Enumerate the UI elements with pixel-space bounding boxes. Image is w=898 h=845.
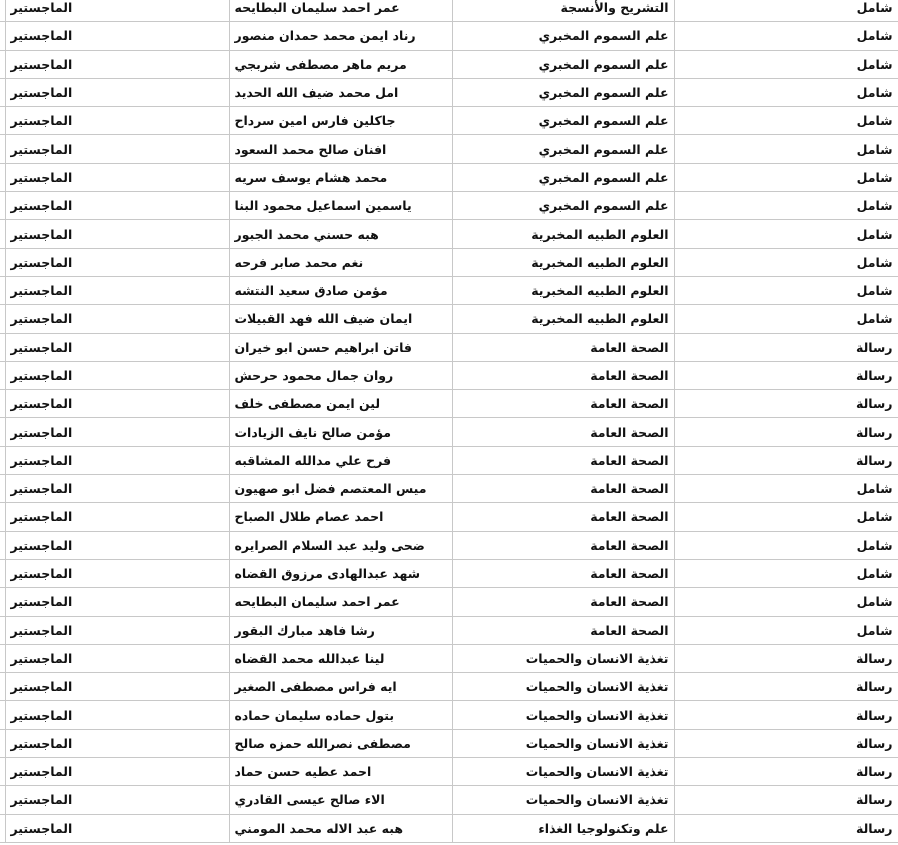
cell-degree[interactable]: الماجستير — [5, 673, 229, 701]
cell-degree[interactable]: الماجستير — [5, 446, 229, 474]
cell-empty[interactable] — [0, 446, 5, 474]
cell-degree[interactable]: الماجستير — [5, 107, 229, 135]
table-row — [0, 333, 898, 361]
table-row — [0, 503, 898, 531]
table-row — [0, 729, 898, 757]
cell-student-name[interactable]: احمد عصام طلال الصباح — [229, 503, 452, 531]
cell-type[interactable]: شامل — [674, 503, 898, 531]
table-row — [0, 305, 898, 333]
cell-empty[interactable] — [0, 22, 5, 50]
cell-empty[interactable] — [0, 333, 5, 361]
cell-type[interactable]: شامل — [674, 475, 898, 503]
cell-degree[interactable]: الماجستير — [5, 503, 229, 531]
cell-degree[interactable]: الماجستير — [5, 616, 229, 644]
cell-empty[interactable] — [0, 192, 5, 220]
cell-major[interactable]: تغذية الانسان والحميات — [452, 758, 674, 786]
cell-empty[interactable] — [0, 390, 5, 418]
cell-type[interactable]: رسالة — [674, 333, 898, 361]
cell-type[interactable]: شامل — [674, 616, 898, 644]
cell-major[interactable]: علم وتكنولوجيا الغذاء — [452, 814, 674, 842]
cell-degree[interactable]: الماجستير — [5, 305, 229, 333]
cell-degree[interactable]: الماجستير — [5, 531, 229, 559]
cell-student-name[interactable]: الاء صالح عيسى القادري — [229, 786, 452, 814]
table-row — [0, 390, 898, 418]
cell-major[interactable]: الصحة العامة — [452, 531, 674, 559]
cell-major[interactable]: الصحة العامة — [452, 588, 674, 616]
cell-student-name[interactable]: نغم محمد صابر فرحه — [229, 248, 452, 276]
cell-type[interactable]: رسالة — [674, 701, 898, 729]
cell-major[interactable]: العلوم الطبيه المخبرية — [452, 220, 674, 248]
table-row — [0, 78, 898, 106]
cell-major[interactable]: تغذية الانسان والحميات — [452, 786, 674, 814]
cell-student-name[interactable]: روان جمال محمود حرحش — [229, 361, 452, 389]
cell-degree[interactable]: الماجستير — [5, 588, 229, 616]
cell-major[interactable]: الصحة العامة — [452, 616, 674, 644]
cell-empty[interactable] — [0, 616, 5, 644]
cell-empty[interactable] — [0, 701, 5, 729]
cell-type[interactable]: رسالة — [674, 446, 898, 474]
cell-degree[interactable]: الماجستير — [5, 163, 229, 191]
cell-degree[interactable]: الماجستير — [5, 701, 229, 729]
cell-degree[interactable]: الماجستير — [5, 475, 229, 503]
cell-student-name[interactable]: احمد عطيه حسن حماد — [229, 758, 452, 786]
cell-major[interactable]: علم السموم المخبري — [452, 78, 674, 106]
cell-type[interactable]: شامل — [674, 276, 898, 304]
cell-major[interactable]: الصحة العامة — [452, 503, 674, 531]
cell-empty[interactable] — [0, 248, 5, 276]
cell-student-name[interactable]: لينا عبدالله محمد القضاه — [229, 644, 452, 672]
cell-degree[interactable]: الماجستير — [5, 276, 229, 304]
cell-degree[interactable]: الماجستير — [5, 786, 229, 814]
cell-major[interactable]: علم السموم المخبري — [452, 50, 674, 78]
cell-empty[interactable] — [0, 50, 5, 78]
cell-major[interactable]: علم السموم المخبري — [452, 107, 674, 135]
cell-empty[interactable] — [0, 644, 5, 672]
cell-empty[interactable] — [0, 559, 5, 587]
cell-type[interactable]: شامل — [674, 559, 898, 587]
table-row — [0, 248, 898, 276]
cell-student-name[interactable]: عمر احمد سليمان البطايحه — [229, 588, 452, 616]
table-row — [0, 135, 898, 163]
cell-empty[interactable] — [0, 786, 5, 814]
cell-empty[interactable] — [0, 305, 5, 333]
cell-student-name[interactable]: محمد هشام يوسف سريه — [229, 163, 452, 191]
cell-student-name[interactable]: لين ايمن مصطفى خلف — [229, 390, 452, 418]
cell-major[interactable]: الصحة العامة — [452, 559, 674, 587]
table-row — [0, 418, 898, 446]
cell-student-name[interactable]: ايمان ضيف الله فهد القبيلات — [229, 305, 452, 333]
cell-degree[interactable]: الماجستير — [5, 814, 229, 842]
table-row — [0, 814, 898, 842]
cell-degree[interactable]: الماجستير — [5, 135, 229, 163]
cell-major[interactable]: الصحة العامة — [452, 446, 674, 474]
cell-major[interactable]: تغذية الانسان والحميات — [452, 701, 674, 729]
cell-degree[interactable]: الماجستير — [5, 50, 229, 78]
cell-type[interactable]: شامل — [674, 78, 898, 106]
cell-empty[interactable] — [0, 107, 5, 135]
cell-empty[interactable] — [0, 475, 5, 503]
cell-type[interactable]: رسالة — [674, 786, 898, 814]
cell-empty[interactable] — [0, 588, 5, 616]
cell-major[interactable]: علم السموم المخبري — [452, 163, 674, 191]
cell-type[interactable]: شامل — [674, 163, 898, 191]
cell-empty[interactable] — [0, 503, 5, 531]
cell-type[interactable]: رسالة — [674, 418, 898, 446]
cell-empty[interactable] — [0, 673, 5, 701]
cell-student-name[interactable]: رشا فاهد مبارك البقور — [229, 616, 452, 644]
cell-type[interactable]: رسالة — [674, 673, 898, 701]
cell-student-name[interactable]: افنان صالح محمد السعود — [229, 135, 452, 163]
cell-empty[interactable] — [0, 531, 5, 559]
cell-type[interactable]: رسالة — [674, 361, 898, 389]
table-row — [0, 192, 898, 220]
table-row — [0, 50, 898, 78]
cell-degree[interactable]: الماجستير — [5, 361, 229, 389]
cell-type[interactable]: شامل — [674, 0, 898, 22]
cell-student-name[interactable]: فاتن ابراهيم حسن ابو خيران — [229, 333, 452, 361]
cell-major[interactable]: الصحة العامة — [452, 390, 674, 418]
cell-major[interactable]: الصحة العامة — [452, 333, 674, 361]
cell-degree[interactable]: الماجستير — [5, 220, 229, 248]
cell-empty[interactable] — [0, 0, 5, 22]
cell-degree[interactable]: الماجستير — [5, 0, 229, 22]
cell-empty[interactable] — [0, 814, 5, 842]
cell-type[interactable]: شامل — [674, 305, 898, 333]
cell-type[interactable]: رسالة — [674, 729, 898, 757]
cell-student-name[interactable]: مريم ماهر مصطفى شربجي — [229, 50, 452, 78]
cell-empty[interactable] — [0, 163, 5, 191]
table-row — [0, 163, 898, 191]
cell-student-name[interactable]: امل محمد ضيف الله الحديد — [229, 78, 452, 106]
table-row — [0, 786, 898, 814]
cell-major[interactable]: الصحة العامة — [452, 361, 674, 389]
cell-student-name[interactable]: ياسمين اسماعيل محمود البنا — [229, 192, 452, 220]
table-row — [0, 616, 898, 644]
cell-major[interactable]: الصحة العامة — [452, 418, 674, 446]
cell-major[interactable]: علم السموم المخبري — [452, 135, 674, 163]
cell-degree[interactable]: الماجستير — [5, 390, 229, 418]
table-row — [0, 673, 898, 701]
cell-degree[interactable]: الماجستير — [5, 78, 229, 106]
cell-student-name[interactable]: عمر احمد سليمان البطايحه — [229, 0, 452, 22]
table-row — [0, 701, 898, 729]
cell-student-name[interactable]: هبه عبد الاله محمد المومني — [229, 814, 452, 842]
cell-major[interactable]: علم السموم المخبري — [452, 22, 674, 50]
table-row — [0, 588, 898, 616]
cell-degree[interactable]: الماجستير — [5, 418, 229, 446]
cell-type[interactable]: رسالة — [674, 644, 898, 672]
table-row — [0, 220, 898, 248]
cell-degree[interactable]: الماجستير — [5, 729, 229, 757]
cell-student-name[interactable]: رناد ايمن محمد حمدان منصور — [229, 22, 452, 50]
table-row — [0, 559, 898, 587]
table-row — [0, 107, 898, 135]
cell-type[interactable]: شامل — [674, 192, 898, 220]
table-row — [0, 758, 898, 786]
cell-degree[interactable]: الماجستير — [5, 22, 229, 50]
cell-major[interactable]: التشريح والأنسجة — [452, 0, 674, 22]
cell-major[interactable]: العلوم الطبيه المخبرية — [452, 248, 674, 276]
cell-student-name[interactable]: بتول حماده سليمان حماده — [229, 701, 452, 729]
cell-major[interactable]: علم السموم المخبري — [452, 192, 674, 220]
cell-major[interactable]: تغذية الانسان والحميات — [452, 644, 674, 672]
table-row — [0, 276, 898, 304]
cell-major[interactable]: تغذية الانسان والحميات — [452, 729, 674, 757]
table-row — [0, 446, 898, 474]
cell-type[interactable]: شامل — [674, 107, 898, 135]
cell-student-name[interactable]: مؤمن صادق سعيد النتشه — [229, 276, 452, 304]
cell-empty[interactable] — [0, 758, 5, 786]
cell-empty[interactable] — [0, 135, 5, 163]
cell-type[interactable]: رسالة — [674, 390, 898, 418]
cell-type[interactable]: شامل — [674, 135, 898, 163]
cell-student-name[interactable]: مؤمن صالح نايف الزيادات — [229, 418, 452, 446]
table-row — [0, 0, 898, 22]
cell-student-name[interactable]: جاكلين فارس امين سرداح — [229, 107, 452, 135]
table-row — [0, 644, 898, 672]
cell-student-name[interactable]: شهد عبدالهادى مرزوق القضاه — [229, 559, 452, 587]
cell-empty[interactable] — [0, 78, 5, 106]
cell-major[interactable]: العلوم الطبيه المخبرية — [452, 276, 674, 304]
cell-type[interactable]: شامل — [674, 22, 898, 50]
cell-type[interactable]: شامل — [674, 220, 898, 248]
cell-degree[interactable]: الماجستير — [5, 248, 229, 276]
cell-empty[interactable] — [0, 729, 5, 757]
cell-empty[interactable] — [0, 418, 5, 446]
cell-empty[interactable] — [0, 361, 5, 389]
table-row — [0, 475, 898, 503]
cell-type[interactable]: رسالة — [674, 758, 898, 786]
table-row — [0, 361, 898, 389]
cell-type[interactable]: شامل — [674, 50, 898, 78]
cell-degree[interactable]: الماجستير — [5, 644, 229, 672]
table-row — [0, 531, 898, 559]
cell-major[interactable]: الصحة العامة — [452, 475, 674, 503]
cell-student-name[interactable]: فرح علي مدالله المشاقبه — [229, 446, 452, 474]
cell-student-name[interactable]: هبه حسني محمد الجبور — [229, 220, 452, 248]
cell-student-name[interactable]: ايه فراس مصطفى الصغير — [229, 673, 452, 701]
cell-degree[interactable]: الماجستير — [5, 192, 229, 220]
cell-student-name[interactable]: ميس المعتصم فضل ابو صهيون — [229, 475, 452, 503]
cell-type[interactable]: شامل — [674, 531, 898, 559]
cell-major[interactable]: تغذية الانسان والحميات — [452, 673, 674, 701]
cell-major[interactable]: العلوم الطبيه المخبرية — [452, 305, 674, 333]
cell-empty[interactable] — [0, 276, 5, 304]
cell-type[interactable]: شامل — [674, 588, 898, 616]
cell-empty[interactable] — [0, 220, 5, 248]
cell-type[interactable]: شامل — [674, 248, 898, 276]
cell-student-name[interactable]: ضحى وليد عبد السلام الصرايره — [229, 531, 452, 559]
cell-type[interactable]: رسالة — [674, 814, 898, 842]
table-row — [0, 22, 898, 50]
cell-degree[interactable]: الماجستير — [5, 559, 229, 587]
cell-degree[interactable]: الماجستير — [5, 333, 229, 361]
cell-degree[interactable]: الماجستير — [5, 758, 229, 786]
cell-student-name[interactable]: مصطفى نصرالله حمزه صالح — [229, 729, 452, 757]
